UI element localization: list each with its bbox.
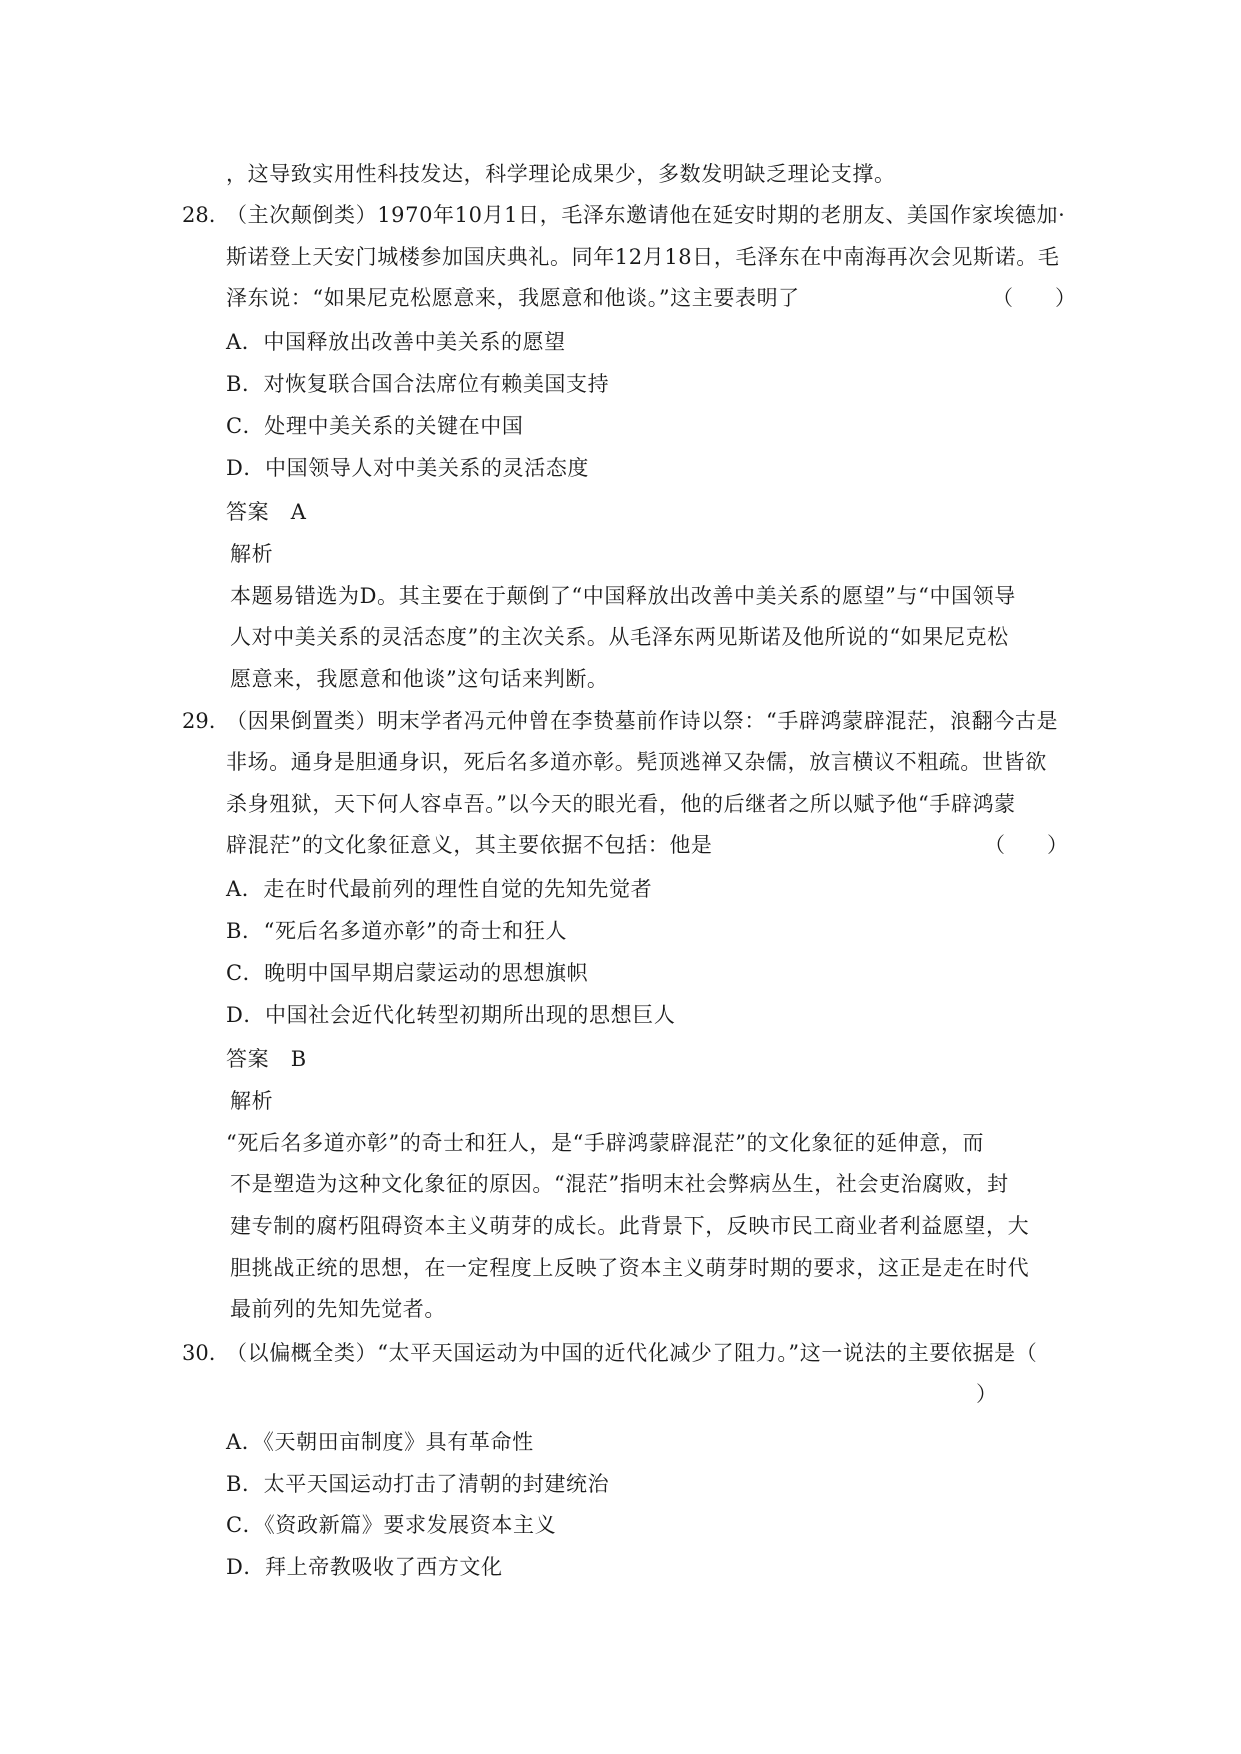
- option-a: A．走在时代最前列的理性自觉的先知先觉者: [226, 877, 653, 901]
- option-d: D．拜上帝教吸收了西方文化: [226, 1555, 503, 1579]
- question-stem-line: 斯诺登上天安门城楼参加国庆典礼。同年12月18日，毛泽东在中南海再次会见斯诺。毛: [226, 245, 1060, 269]
- answer-line: 答案 A: [226, 500, 307, 524]
- question-number: 29.: [182, 709, 216, 733]
- analysis-line: 最前列的先知先觉者。: [230, 1297, 446, 1321]
- question-stem-line: 杀身殂狱，天下何人容卓吾。”以今天的眼光看，他的后继者之所以赋予他“手辟鸿蒙: [226, 792, 1016, 816]
- question-stem-line: （因果倒置类）明末学者冯元仲曾在李贽墓前作诗以祭：“手辟鸿蒙辟混茫，浪翻今古是: [226, 709, 1059, 733]
- option-c: C．处理中美关系的关键在中国: [226, 414, 524, 438]
- analysis-line: 本题易错选为D。其主要在于颠倒了“中国释放出改善中美关系的愿望”与“中国领导: [230, 584, 1016, 608]
- question-stem-line: （主次颠倒类）1970年10月1日，毛泽东邀请他在延安时期的老朋友、美国作家埃德加·: [226, 203, 1066, 227]
- analysis-line: 胆挑战正统的思想，在一定程度上反映了资本主义萌芽时期的要求，这正是走在时代: [230, 1256, 1030, 1280]
- answer-line: 答案 B: [226, 1047, 307, 1071]
- option-b: B．对恢复联合国合法席位有赖美国支持: [226, 372, 610, 396]
- question-stem-line: 辟混茫”的文化象征意义，其主要依据不包括：他是: [226, 833, 713, 857]
- analysis-line: “死后名多道亦彰”的奇士和狂人，是“手辟鸿蒙辟混茫”的文化象征的延伸意，而: [226, 1131, 985, 1155]
- analysis-line: 建专制的腐朽阻碍资本主义萌芽的成长。此背景下，反映市民工商业者利益愿望，大: [230, 1214, 1030, 1238]
- lead-line: ，这导致实用性科技发达，科学理论成果少，多数发明缺乏理论支撑。: [226, 162, 896, 186]
- option-b: B．“死后名多道亦彰”的奇士和狂人: [226, 919, 568, 943]
- option-b: B．太平天国运动打击了清朝的封建统治: [226, 1472, 610, 1496]
- question-number: 30.: [182, 1341, 216, 1365]
- question-stem-line: 泽东说：“如果尼克松愿意来，我愿意和他谈。”这主要表明了: [226, 286, 800, 310]
- answer-bracket: （ ）: [984, 833, 1068, 857]
- answer-bracket: （ ）: [992, 286, 1076, 310]
- question-stem-line: （以偏概全类）“太平天国运动为中国的近代化减少了阻力。”这一说法的主要依据是（: [226, 1341, 1038, 1365]
- analysis-label: 解析: [230, 542, 274, 566]
- option-c: C．晚明中国早期启蒙运动的思想旗帜: [226, 961, 589, 985]
- question-stem-line: 非场。通身是胆通身识，死后名多道亦彰。髡顶逃禅又杂儒，放言横议不粗疏。世皆欲: [226, 750, 1047, 774]
- option-d: D．中国社会近代化转型初期所出现的思想巨人: [226, 1003, 676, 1027]
- option-a: A．中国释放出改善中美关系的愿望: [226, 330, 566, 354]
- analysis-line: 不是塑造为这种文化象征的原因。“混茫”指明末社会弊病丛生，社会吏治腐败，封: [230, 1172, 1009, 1196]
- answer-bracket: ）: [976, 1382, 997, 1406]
- option-d: D．中国领导人对中美关系的灵活态度: [226, 456, 590, 480]
- option-a: A．《天朝田亩制度》具有革命性: [226, 1430, 534, 1454]
- analysis-line: 愿意来，我愿意和他谈”这句话来判断。: [230, 667, 609, 691]
- question-number: 28.: [182, 203, 216, 227]
- analysis-line: 人对中美关系的灵活态度”的主次关系。从毛泽东两见斯诺及他所说的“如果尼克松: [230, 625, 1009, 649]
- option-c: C．《资政新篇》要求发展资本主义: [226, 1513, 557, 1537]
- analysis-label: 解析: [230, 1089, 274, 1113]
